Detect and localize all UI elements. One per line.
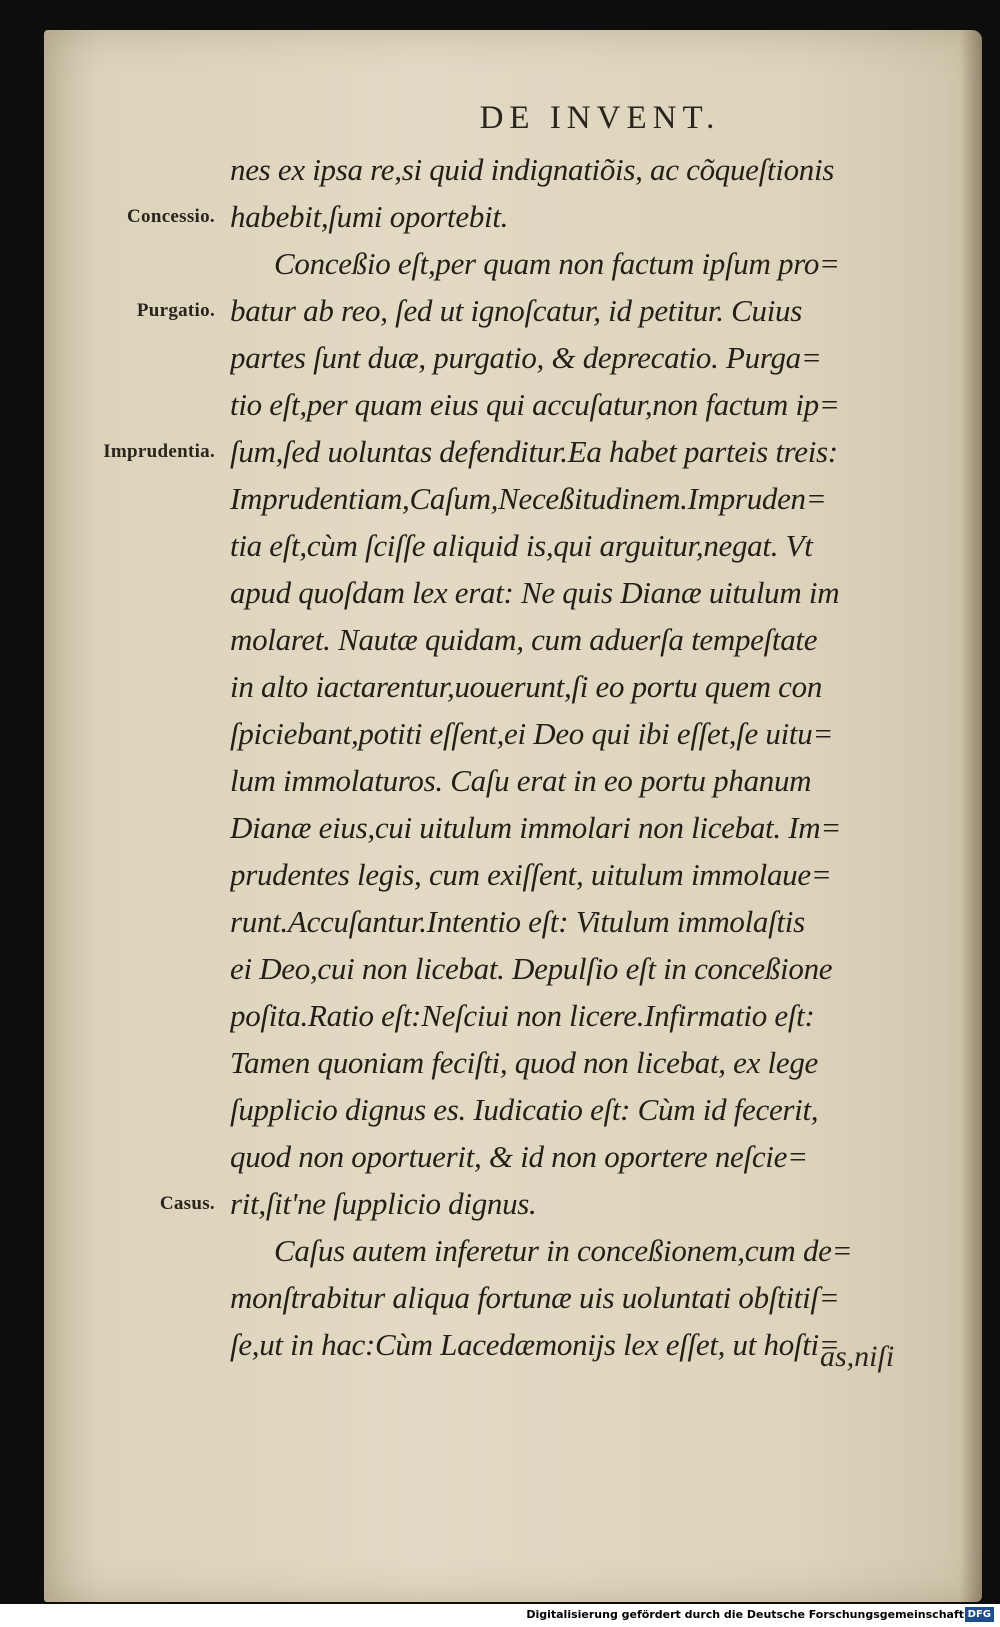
text-line: molaret. Nautæ quidam, cum aduerſa tempeſtate (230, 622, 818, 657)
text-line: lum immolaturos. Caſu erat in eo portu phanum (230, 763, 812, 798)
catchword: as,niſi (820, 1340, 895, 1373)
body-text (230, 146, 910, 1368)
text-line: Imprudentiam,Caſum,Neceßitudinem.Impruden= (230, 481, 827, 516)
running-title: DE INVENT. (479, 100, 721, 136)
footer-credit: Digitalisierung gefördert durch die Deutsche Forschungsgemeinschaft (526, 1608, 964, 1621)
margin-note: Concessio. (127, 206, 215, 227)
margin-note: Imprudentia. (103, 441, 215, 462)
text-line: Conceßio eſt,per quam non factum ipſum pro= (274, 246, 840, 281)
text-line: prudentes legis, cum exiſſent, uitulum immolaue= (230, 857, 832, 892)
text-line: tia eſt,cùm ſciſſe aliquid is,qui arguitur,negat. Vt (230, 528, 813, 563)
text-line: ſpiciebant,potiti eſſent,ei Deo qui ibi eſſet,ſe uitu= (230, 716, 834, 751)
text-line: in alto iactarentur,uouerunt,ſi eo portu quem con (230, 669, 823, 704)
text-line: poſita.Ratio eſt:Neſciui non licere.Infirmatio eſt: (230, 998, 815, 1033)
dfg-logo: DFG (965, 1607, 994, 1622)
text-line: apud quoſdam lex erat: Ne quis Dianæ uitulum im (230, 575, 840, 610)
text-line: quod non oportuerit, & id non oportere neſcie= (230, 1139, 808, 1174)
text-line: habebit,ſumi oportebit. (230, 199, 509, 234)
page-edge-shadow (960, 30, 982, 1602)
text-line: ſupplicio dignus es. Iudicatio eſt: Cùm id fecerit, (230, 1092, 819, 1127)
text-line: ſe,ut in hac:Cùm Lacedæmonijs lex eſſet, ut hoſti= (230, 1327, 840, 1362)
text-line: ei Deo,cui non licebat. Depulſio eſt in conceßione (230, 951, 833, 986)
text-line: runt.Accuſantur.Intentio eſt: Vitulum immolaſtis (230, 904, 805, 939)
text-line: nes ex ipsa re,si quid indignatiõis, ac cõqueſtionis (230, 152, 835, 187)
text-line: rit,ſit'ne ſupplicio dignus. (230, 1186, 537, 1221)
text-line: batur ab reo, ſed ut ignoſcatur, id petitur. Cuius (230, 293, 803, 328)
margin-note: Casus. (159, 1193, 215, 1214)
text-line: ſum,ſed uoluntas defenditur.Ea habet parteis treis: (230, 434, 838, 469)
text-line: partes ſunt duæ, purgatio, & deprecatio. Purga= (230, 340, 822, 375)
margin-note: Purgatio. (136, 300, 215, 321)
digitization-footer (0, 1604, 1000, 1627)
text-line: Tamen quoniam feciſti, quod non licebat, ex lege (230, 1045, 818, 1080)
text-line: Caſus autem inferetur in conceßionem,cum de= (274, 1233, 853, 1268)
text-line: Dianæ eius,cui uitulum immolari non licebat. Im= (230, 810, 841, 845)
text-line: monſtrabitur aliqua fortunæ uis uoluntati obſtitiſ= (230, 1280, 840, 1315)
text-line: tio eſt,per quam eius qui accuſatur,non factum ip= (230, 387, 840, 422)
